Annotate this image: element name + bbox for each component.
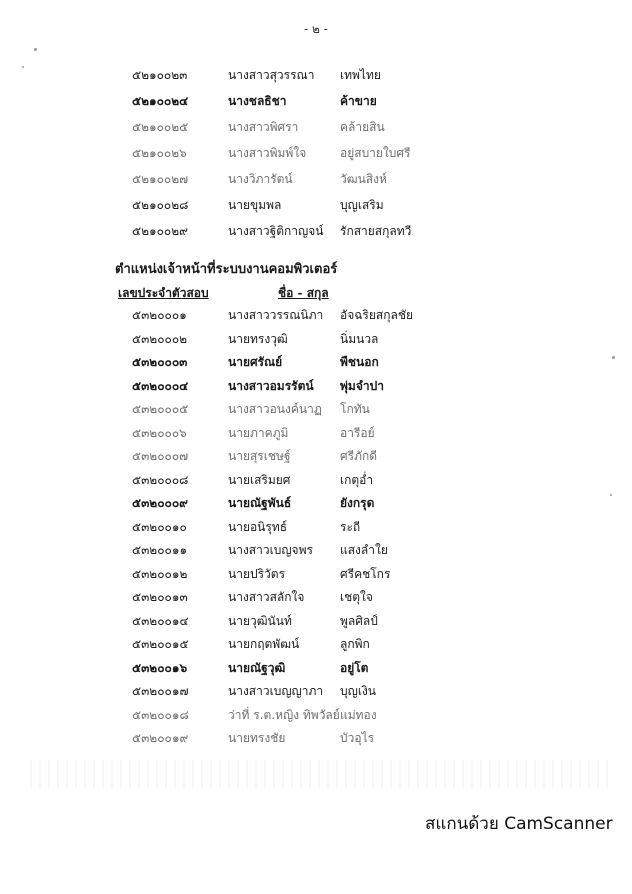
exam-id: ๕๓๒๐๐๑๙	[132, 731, 189, 745]
last-name: ศรีคชโกร	[340, 566, 391, 581]
exam-id: ๕๓๒๐๐๐๕	[132, 402, 189, 416]
candidate-row	[0, 634, 632, 654]
candidate-row	[0, 117, 632, 137]
candidate-row	[0, 423, 632, 443]
last-name: อยู่โต	[340, 660, 369, 675]
last-name: เชตุใจ	[340, 590, 373, 604]
page-number: - ๒ -	[304, 22, 328, 36]
last-name: อารีอย์	[340, 425, 375, 440]
first-name: นางสาวเบญจพร	[228, 543, 313, 557]
exam-id: ๕๓๒๐๐๑๒	[132, 566, 188, 581]
exam-id: ๕๓๒๐๐๑๐	[132, 519, 187, 534]
exam-id: ๕๓๒๐๐๐๑	[132, 308, 187, 322]
last-name: เกตุอ่ำ	[340, 472, 374, 487]
last-name: พืชนอก	[340, 355, 379, 369]
exam-id: ๕๒๑๐๐๒๕	[132, 120, 189, 134]
last-name: บัวอุไร	[340, 731, 375, 745]
exam-id: ๕๒๑๐๐๒๓	[132, 68, 188, 82]
scan-artifact	[30, 760, 610, 788]
first-name: นางสาวฐิติกาญจน์	[228, 224, 324, 238]
candidate-row	[0, 564, 632, 584]
first-name: นางสาวสลักใจ	[228, 590, 305, 604]
exam-id: ๕๓๒๐๐๐๓	[132, 355, 188, 369]
last-name: โกทัน	[340, 402, 370, 416]
candidate-row	[0, 540, 632, 560]
last-name: ลูกพิก	[340, 637, 370, 651]
column-header-full-name: ชื่อ - สกุล	[278, 286, 329, 300]
last-name: บุญเงิน	[340, 684, 377, 698]
first-name: นางสาวเบญญาภา	[228, 684, 324, 698]
first-name: นายอนิรุทธ์	[228, 519, 288, 534]
first-name: นางสาวพิมพ์ใจ	[228, 146, 307, 160]
exam-id: ๕๓๒๐๐๐๙	[132, 496, 188, 510]
first-name: นายทรงชัย	[228, 731, 286, 745]
first-name: นายเสริมยศ	[228, 472, 291, 487]
first-name: นายขุมพล	[228, 198, 282, 212]
candidate-row	[0, 195, 632, 215]
candidate-row	[0, 728, 632, 748]
first-name: นายปริวัตร	[228, 566, 286, 581]
exam-id: ๕๓๒๐๐๑๖	[132, 660, 188, 675]
first-name: นางสาวอมรรัตน์	[228, 378, 314, 393]
candidate-row	[0, 143, 632, 163]
first-name: นายศรัณย์	[228, 355, 283, 369]
exam-id: ๕๒๑๐๐๒๘	[132, 198, 189, 212]
first-name: นางสาววรรณนิภา	[228, 308, 324, 322]
first-name: นายวุฒินันท์	[228, 613, 292, 628]
first-name: นายณัฐวุฒิ	[228, 660, 286, 675]
last-name: อยู่สบายใบศรี	[340, 146, 411, 160]
candidate-row	[0, 470, 632, 490]
last-name: ระถี	[340, 519, 361, 534]
last-name: ค้าขาย	[340, 94, 377, 108]
last-name: วัฒนสิงห์	[340, 172, 387, 186]
exam-id: ๕๓๒๐๐๐๘	[132, 472, 189, 487]
candidate-row	[0, 705, 632, 725]
last-name: บุญเสริม	[340, 198, 384, 212]
exam-id: ๕๓๒๐๐๑๓	[132, 590, 188, 604]
candidate-row	[0, 305, 632, 325]
first-name: นางสาวสุวรรณา	[228, 68, 315, 82]
exam-id: ๕๓๒๐๐๐๒	[132, 331, 188, 346]
candidate-row	[0, 446, 632, 466]
scan-speck	[34, 48, 37, 51]
exam-id: ๕๒๑๐๐๒๔	[132, 94, 189, 108]
first-name: นายณัฐพันธ์	[228, 496, 292, 510]
last-name: พุ่มจำปา	[340, 378, 384, 393]
exam-id: ๕๒๑๐๐๒๖	[132, 146, 187, 160]
last-name: ศรีภักดี	[340, 449, 378, 463]
last-name: อัจฉริยสกุลชัย	[340, 308, 414, 322]
first-name: นางสาวอนงค์นาฏ	[228, 402, 322, 416]
section-title: ตำแหน่งเจ้าหน้าที่ระบบงานคอมพิวเตอร์	[115, 262, 338, 277]
exam-id: ๕๓๒๐๐๐๔	[132, 378, 189, 393]
candidate-row	[0, 91, 632, 111]
camscanner-watermark: สแกนด้วย CamScanner	[425, 814, 613, 834]
candidate-row	[0, 587, 632, 607]
scan-speck	[610, 494, 612, 496]
candidate-row	[0, 517, 632, 537]
first-name: นางวิภารัตน์	[228, 172, 293, 186]
last-name: รักสายสกุลทวี	[340, 224, 412, 238]
first-name: นายสุรเชษฐ์	[228, 449, 291, 463]
last-name: ยังกรุด	[340, 496, 375, 510]
scan-speck	[612, 356, 615, 359]
exam-id: ๕๓๒๐๐๐๗	[132, 449, 189, 463]
exam-id: ๕๓๒๐๐๑๔	[132, 613, 189, 628]
scan-speck	[22, 66, 24, 68]
exam-id: ๕๒๑๐๐๒๙	[132, 224, 188, 238]
last-name: พูลศิลป์	[340, 613, 378, 628]
first-name: นายทรงวุฒิ	[228, 331, 288, 346]
candidate-row	[0, 221, 632, 241]
first-name: นางสาวพิศรา	[228, 120, 299, 134]
exam-id: ๕๒๑๐๐๒๗	[132, 172, 189, 186]
exam-id: ๕๓๒๐๐๑๕	[132, 637, 189, 651]
last-name: นิ่มนวล	[340, 331, 379, 346]
candidate-row	[0, 65, 632, 85]
candidate-row	[0, 493, 632, 513]
exam-id: ๕๓๒๐๐๑๗	[132, 684, 189, 698]
first-name: นางชลธิชา	[228, 94, 287, 108]
last-name: แสงลำใย	[340, 543, 388, 557]
candidate-row	[0, 611, 632, 631]
candidate-row	[0, 681, 632, 701]
last-name: เทพไทย	[340, 68, 381, 82]
candidate-row	[0, 329, 632, 349]
candidate-row	[0, 376, 632, 396]
last-name: คล้ายสิน	[340, 120, 385, 134]
candidate-row	[0, 399, 632, 419]
candidate-row	[0, 352, 632, 372]
exam-id: ๕๓๒๐๐๑๘	[132, 707, 189, 722]
candidate-row	[0, 169, 632, 189]
exam-id: ๕๓๒๐๐๐๖	[132, 425, 187, 440]
last-name: แม่ทอง	[340, 707, 377, 722]
exam-id: ๕๓๒๐๐๑๑	[132, 543, 188, 557]
first-name: ว่าที่ ร.ต.หญิง ทิพวัลย์	[228, 707, 340, 722]
first-name: นายภาคภูมิ	[228, 425, 289, 440]
candidate-row	[0, 658, 632, 678]
first-name: นายกฤตพัฒน์	[228, 637, 300, 651]
column-header-exam-id: เลขประจำตัวสอบ	[118, 286, 209, 300]
